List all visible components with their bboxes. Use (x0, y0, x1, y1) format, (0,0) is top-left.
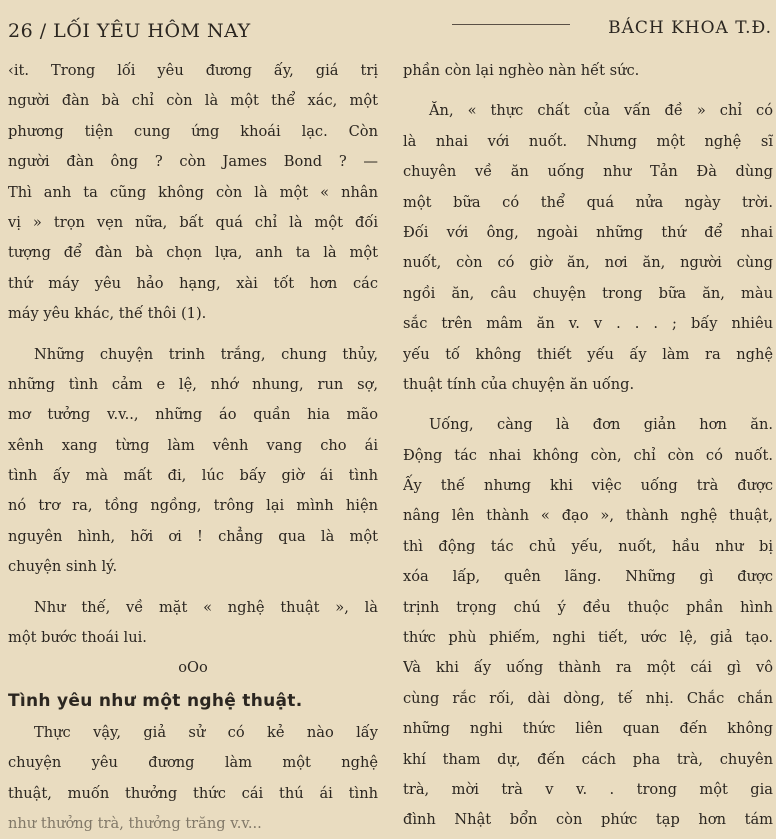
paragraph (403, 56, 773, 86)
text-line: mơ tưởng v.v.., những áo quần hia mão (8, 406, 378, 424)
text-line: trà, mời trà v v. . trong một gia (403, 780, 773, 798)
text-line: cùng rắc rối, dài dòng, tế nhị. Chắc chắn (403, 689, 773, 707)
paragraph (403, 96, 773, 400)
text-line: sắc trên mâm ăn v. v . . . ; bấy nhiêu (403, 315, 773, 333)
text-line: một bước thoái lui. (8, 629, 147, 647)
text-line: trịnh trọng chú ý đều thuộc phần hình (403, 598, 773, 616)
text-line: Thì anh ta cũng không còn là một « nhân (8, 183, 378, 201)
left-column (8, 56, 378, 839)
text-line: nguyên hình, hỡi ơi ! chẳng qua là một (8, 527, 378, 545)
text-line: những nghi thức liên quan đến không (403, 720, 773, 738)
text-line: phần còn lại nghèo nàn hết sức. (403, 62, 640, 79)
header-rule (452, 24, 570, 25)
text-line: là nhai với nuốt. Nhưng một nghệ sĩ (403, 132, 773, 150)
header-left (8, 20, 251, 42)
text-line: phương tiện cung ứng khoái lạc. Còn (8, 122, 378, 140)
text-line: Và khi ấy uống thành ra một cái gì vô (403, 659, 773, 677)
text-line: thứ máy yêu hảo hạng, xài tốt hơn các (8, 274, 378, 292)
paragraph (8, 56, 378, 330)
text-line: Ăn, « thực chất của vấn đề » chỉ có (429, 102, 773, 120)
text-line: tình ấy mà mất đi, lúc bấy giờ ái tình (8, 467, 378, 485)
text-line: người đàn bà chỉ còn là một thể xác, một (8, 92, 378, 110)
text-line: chuyện sinh lý. (8, 558, 118, 576)
text-line: Uống, càng là đơn giản hơn ăn. (429, 416, 773, 434)
text-line: người đàn ông ? còn James Bond ? — (8, 153, 378, 171)
text-line: nâng lên thành « đạo », thành nghệ thuật, (403, 507, 773, 525)
text-line: những tình cảm e lệ, nhớ nhung, run sợ, (8, 375, 378, 393)
section-heading: Tình yêu như một nghệ thuật. (8, 690, 303, 711)
text-line: thuật tính của chuyện ăn uống. (403, 375, 635, 393)
text-line: một bữa có thể quá nửa ngày trời. (403, 193, 773, 211)
text-line: chuyên về ăn uống như Tản Đà dùng (403, 163, 773, 181)
text-line: Động tác nhai không còn, chỉ còn có nuốt. (403, 446, 773, 464)
journal-title: BÁCH KHOA T.Đ. (608, 18, 772, 38)
right-column (403, 56, 773, 836)
text-line: Ấy thế nhưng khi việc uống trà được (403, 477, 773, 495)
text-line: thức phù phiếm, nghi tiết, ước lệ, giả tạo. (403, 629, 773, 647)
page-header (0, 14, 776, 48)
text-line: ‹it. Trong lối yêu đương ấy, giá trị (8, 62, 378, 79)
paragraph (8, 340, 378, 583)
text-line: Như thế, về mặt « nghệ thuật », là (34, 598, 378, 616)
section-separator: oOo (178, 659, 208, 677)
paragraph (403, 410, 773, 835)
text-line: nó trơ ra, tồng ngồng, trông lại mình hiện (8, 497, 378, 515)
text-line: Đối với ông, ngoài những thứ để nhai (403, 223, 773, 241)
text-line: xóa lấp, quên lãng. Những gì được (403, 568, 773, 586)
running-title: / LỐI YÊU HÔM NAY (39, 20, 251, 42)
text-line: ngồi ăn, câu chuyện trong bữa ăn, màu (403, 284, 773, 302)
paragraph (8, 593, 378, 654)
text-line: xênh xang từng làm vênh vang cho ái (8, 436, 378, 454)
text-line: Thực vậy, giả sử có kẻ nào lấy (34, 723, 378, 741)
text-line: máy yêu khác, thế thôi (1). (8, 305, 207, 323)
text-line: thì động tác chủ yếu, nuốt, hầu như bị (403, 537, 773, 555)
page-number: 26 (8, 20, 34, 42)
text-line: thuật, muốn thưởng thức cái thú ái tình (8, 784, 378, 802)
text-line: nuốt, còn có giờ ăn, nơi ăn, người cùng (403, 254, 773, 272)
text-line: chuyện yêu đương làm một nghệ (8, 754, 378, 772)
text-line: yếu tố không thiết yếu ấy làm ra nghệ (403, 345, 773, 363)
text-line: như thưởng trà, thưởng trăng v.v... (8, 814, 262, 832)
text-line: đình Nhật bổn còn phức tạp hơn tám (403, 811, 773, 829)
text-line: khí tham dự, đến cách pha trà, chuyên (403, 750, 773, 768)
text-line: vị » trọn vẹn nữa, bất quá chỉ là một đối (8, 213, 378, 231)
text-line: tượng để đàn bà chọn lựa, anh ta là một (8, 244, 378, 262)
text-line: Những chuyện trinh trắng, chung thủy, (34, 345, 378, 363)
paragraph (8, 718, 378, 839)
